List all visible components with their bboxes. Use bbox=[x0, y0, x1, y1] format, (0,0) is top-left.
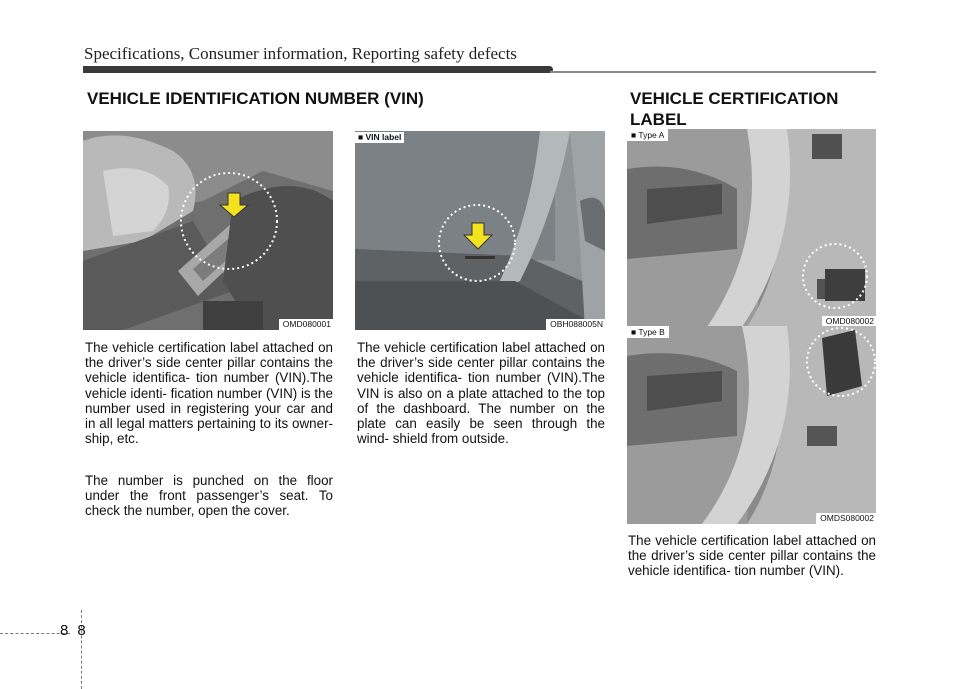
vin-section-heading: VEHICLE IDENTIFICATION NUMBER (VIN) bbox=[87, 89, 424, 108]
cert-label-type-a-photo bbox=[627, 129, 876, 327]
type-b-label: ■ Type B bbox=[627, 326, 669, 338]
header-bar bbox=[83, 66, 553, 73]
page-number: 88 bbox=[60, 622, 95, 639]
type-a-label: ■ Type A bbox=[627, 129, 668, 141]
vin-paragraph-2: The number is punched on the floor under the front passenger’s seat. To check the number, open the cover. bbox=[85, 473, 333, 519]
page-header-title: Specifications, Consumer information, Reporting safety defects bbox=[84, 44, 517, 63]
cert-label-type-b-photo bbox=[627, 326, 876, 524]
vin-paragraph-1: The vehicle certification label attached on the driver’s side center pillar contains the vehicle identifica- tion number (VIN).The vehicle identi- fication number (VIN) is the number used in registering your car and in all legal matters pertaining to its owner- ship, etc. bbox=[85, 340, 333, 447]
cert-heading-line2: LABEL bbox=[630, 110, 687, 129]
vin-paragraph-3: The vehicle certification label attached on the driver’s side center pillar contains the vehicle identifica- tion number (VIN).The VIN is also on a plate attached to the top of the dashboard. The number on the plate can easily be seen through the wind- shield from outside. bbox=[357, 340, 605, 447]
photo-code: OMD080002 bbox=[822, 316, 876, 327]
photo-code: OBH088005N bbox=[546, 319, 605, 330]
header-rule bbox=[550, 71, 876, 73]
cert-section-heading bbox=[630, 88, 838, 130]
photo-code: OMDS080002 bbox=[816, 513, 876, 524]
vin-label-caption: ■ VIN label bbox=[355, 132, 404, 143]
dashboard-vin-photo bbox=[355, 131, 605, 330]
cert-paragraph: The vehicle certification label attached on the driver’s side center pillar contains the vehicle identifica- tion number (VIN). bbox=[628, 533, 876, 579]
floor-vin-photo bbox=[83, 131, 333, 330]
cert-heading-line1: VEHICLE CERTIFICATION bbox=[630, 89, 839, 108]
photo-code: OMD080001 bbox=[279, 319, 333, 330]
